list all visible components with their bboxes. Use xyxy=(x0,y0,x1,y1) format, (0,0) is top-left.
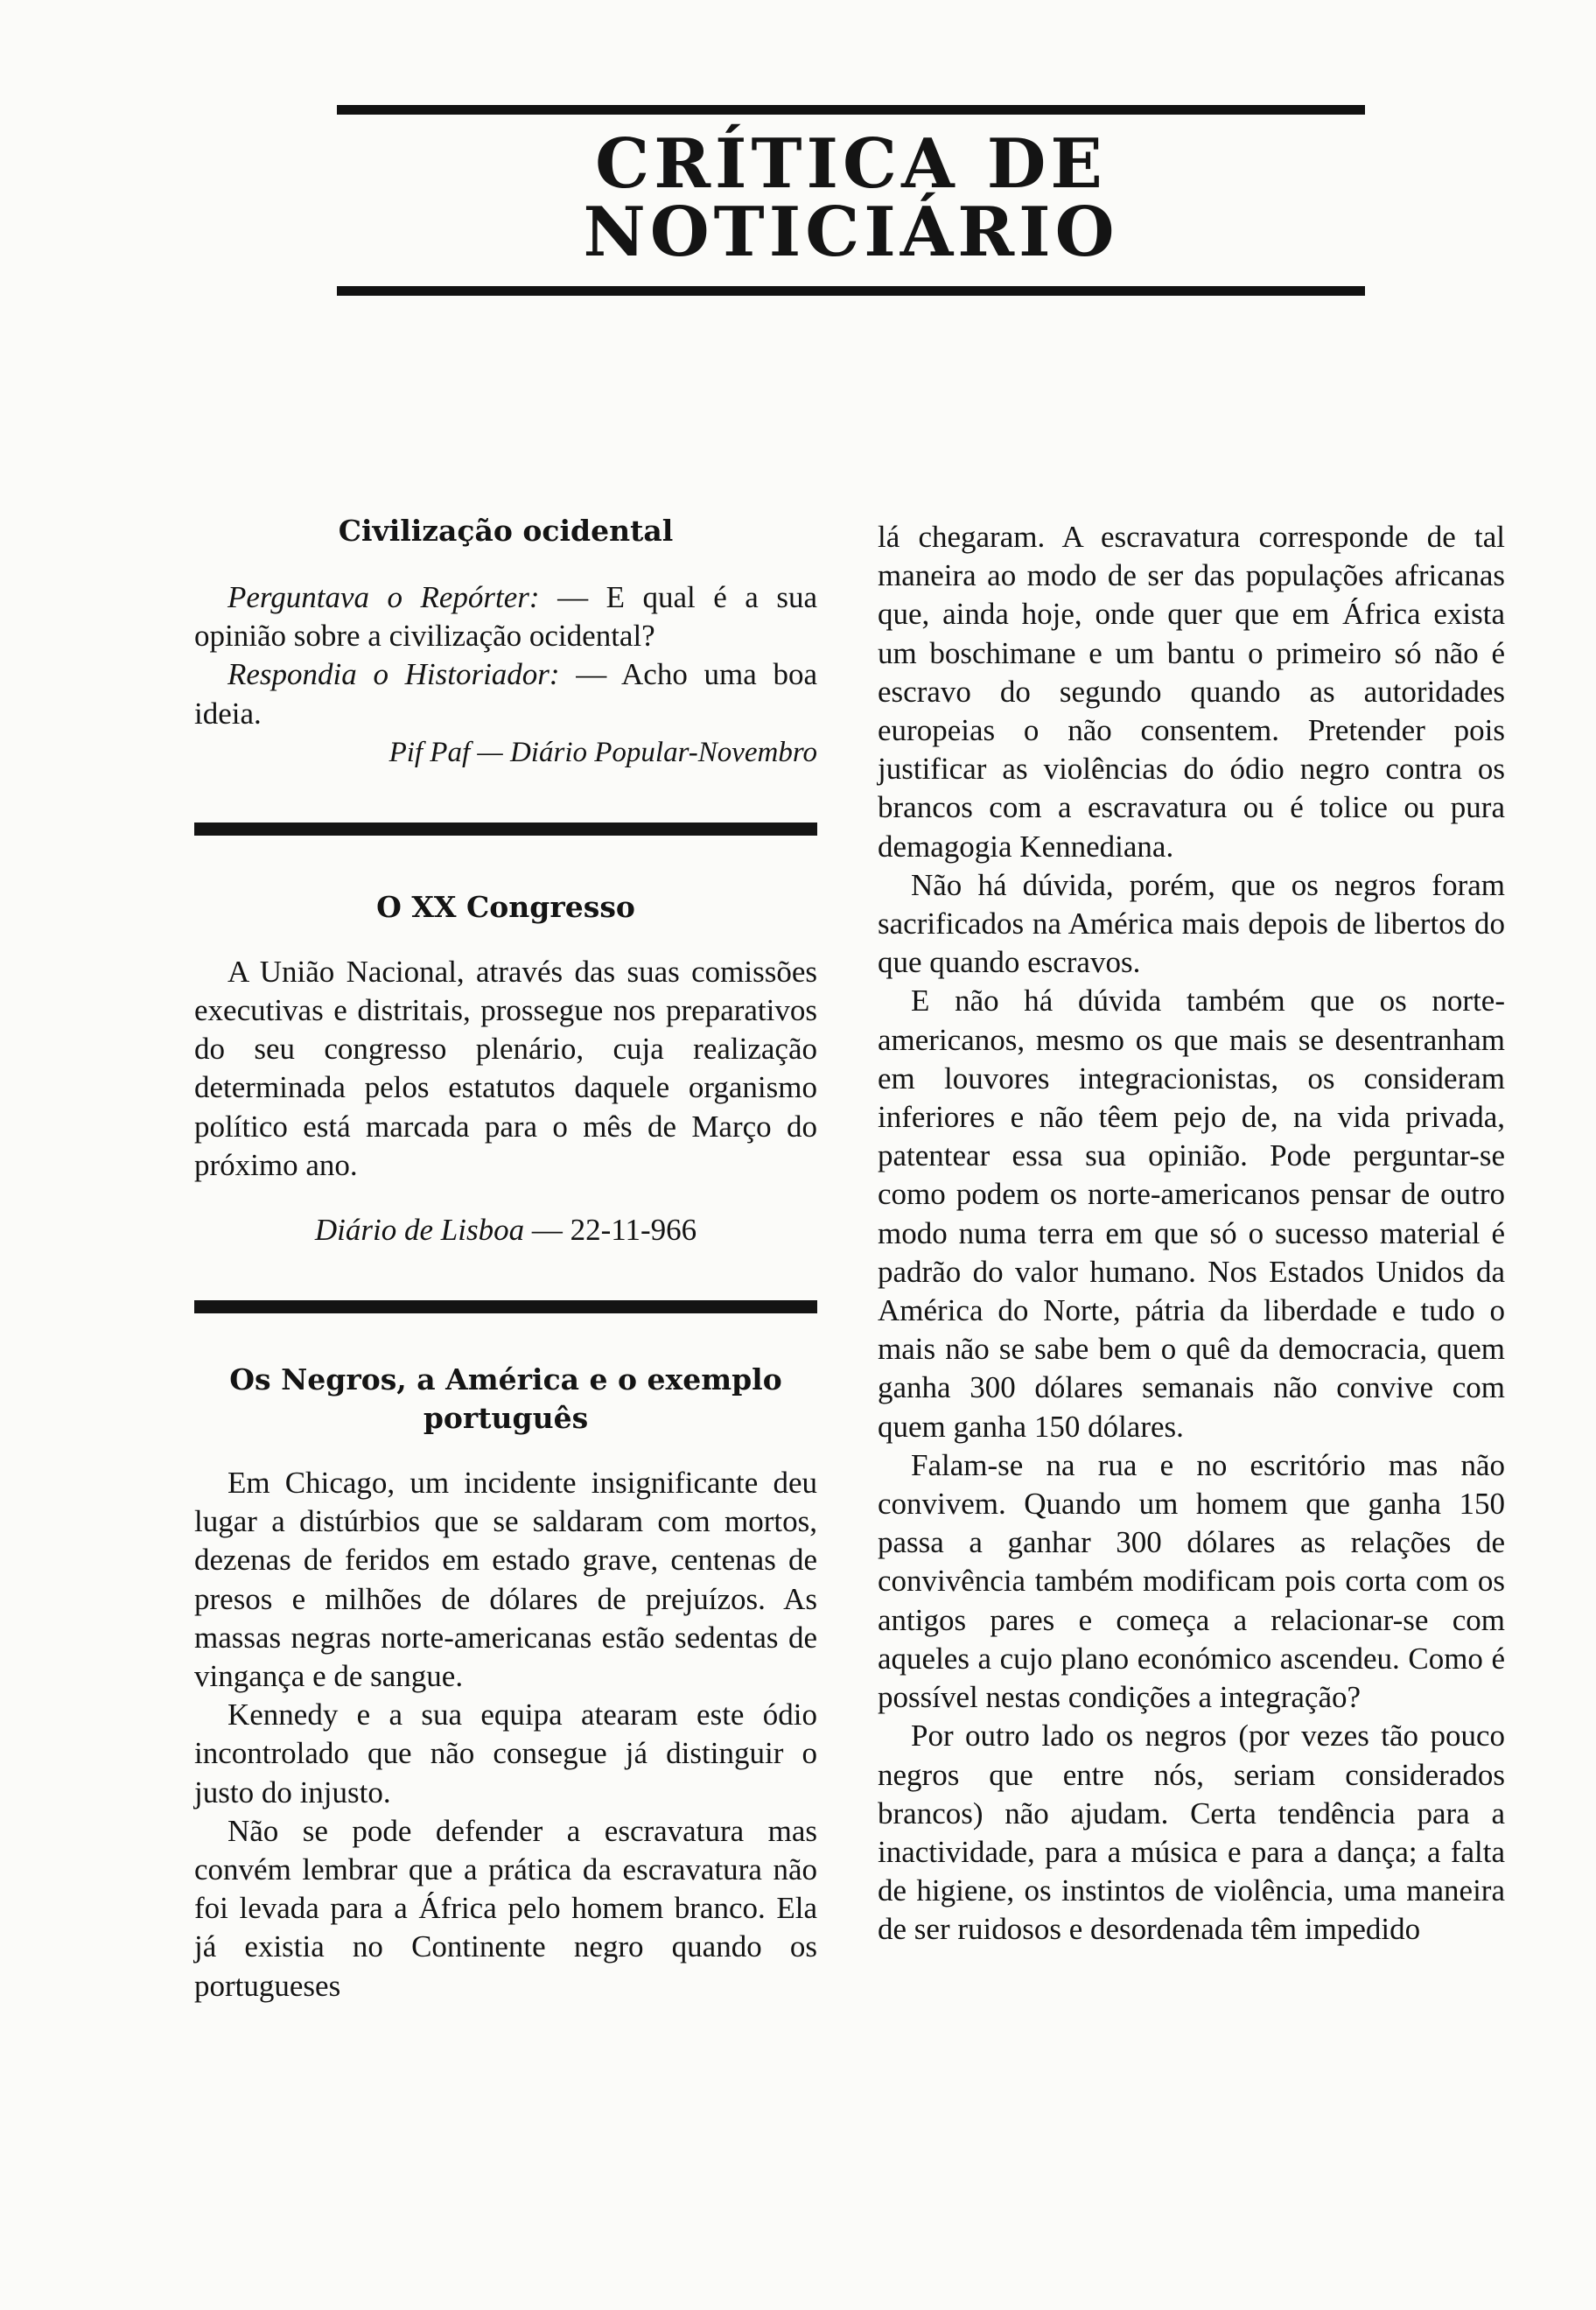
masthead-top-rule xyxy=(337,105,1365,115)
question-text: — E qual é a sua opinião sobre a civilização ocidental? xyxy=(194,580,817,654)
article-civilizacao-source: Pif Paf — Diário Popular-Novembro xyxy=(388,736,817,768)
right-column xyxy=(878,518,1505,1950)
article-negros-body-left xyxy=(194,1464,817,2006)
left-column xyxy=(194,512,817,2006)
article-civilizacao-body xyxy=(194,578,817,733)
article-congresso-paragraph: A União Nacional, através das suas comissões executivas e distritais, prossegue nos preparativos do seu congresso plenário, cuja realização determinada pelos estatutos daquele organismo político está marcada para o mês de Março do próximo ano. xyxy=(194,954,817,1182)
paragraph: Falam-se na rua e no escritório mas não convivem. Quando um homem que ganha 150 passa a ganhar 300 dólares as relações de convivência também modificam pois corta com os antigos pares e começa a relacionar-se com aqueles a cujo plano económico ascendeu. Como é possível nestas condições a integração? xyxy=(878,1447,1505,1715)
paragraph: Em Chicago, um incidente insignificante deu lugar a distúrbios que se saldaram com mortos, dezenas de feridos em estado grave, centenas de presos e milhões de dólares de prejuízos. As massas negras norte-americanas estão sedentas de vingança e de sangue. xyxy=(194,1466,817,1694)
page-title: CRÍTICA DE NOTICIÁRIO xyxy=(583,124,1119,272)
separator-rule xyxy=(194,1300,817,1313)
article-negros-title: Os Negros, a América e o exemplo português xyxy=(229,1362,782,1436)
source-date: — 22-11-966 xyxy=(524,1213,697,1248)
paragraph: E não há dúvida também que os norte-americanos, mesmo os que mais se desentranham em louvores integracionistas, os consideram inferiores e não têem pejo de, na vida privada, patentear essa sua opinião. Pode perguntar-se como podem os norte-americanos pensar de outro modo numa terra em que só o sucesso material é padrão do valor humano. Nos Estados Unidos da América do Norte, pátria da liberdade e tudo o mais não se sabe bem o quê da democracia, quem ganha 300 dólares semanais não convive com quem ganha 150 dólares. xyxy=(878,984,1505,1444)
article-civilizacao-title: Civilização ocidental xyxy=(338,514,674,548)
article-congresso-title: O XX Congresso xyxy=(376,889,635,924)
masthead xyxy=(337,105,1365,296)
answer-line xyxy=(194,655,817,732)
question-line xyxy=(194,578,817,655)
answer-speaker: Respondia o Historiador: xyxy=(228,657,560,692)
article-congresso-body xyxy=(194,953,817,1185)
paragraph: Não se pode defender a escravatura mas convém lembrar que a prática da escravatura não foi levada para a África pelo homem branco. Ela já existia no Continente negro quando os portugueses xyxy=(194,1813,817,2003)
answer-text: — Acho uma boa ideia. xyxy=(194,657,817,731)
paragraph: Por outro lado os negros (por vezes tão pouco negros que entre nós, seriam considerados brancos) não ajudam. Certa tendência para a inactividade, para a música e para a dança; a falta de higiene, os instintos de violência, uma maneira de ser ruidosos e desordenada têm impedido xyxy=(878,1718,1505,1947)
separator-rule xyxy=(194,822,817,836)
question-speaker: Perguntava o Repórter: xyxy=(228,580,540,614)
paragraph: Não há dúvida, porém, que os negros foram sacrificados na América mais depois de libertos do que quando escravos. xyxy=(878,867,1505,980)
paragraph: lá chegaram. A escravatura corresponde de tal maneira ao modo de ser das populações africanas que, ainda hoje, onde quer que em África exista um boschimane e um bantu o primeiro só não é escravo do segundo quando as autoridades europeias o não consentem. Pretender pois justificar as violências do ódio negro contra os brancos com a escravatura ou é tolice ou pura demagogia Kennediana. xyxy=(878,520,1505,864)
masthead-bottom-rule xyxy=(337,286,1365,296)
paragraph: Kennedy e a sua equipa atearam este ódio incontrolado que não consegue já distinguir o justo do injusto. xyxy=(194,1698,817,1810)
source-newspaper: Diário de Lisboa xyxy=(314,1213,525,1248)
article-congresso-source xyxy=(194,1211,817,1250)
article-negros-body-right xyxy=(878,518,1505,1950)
